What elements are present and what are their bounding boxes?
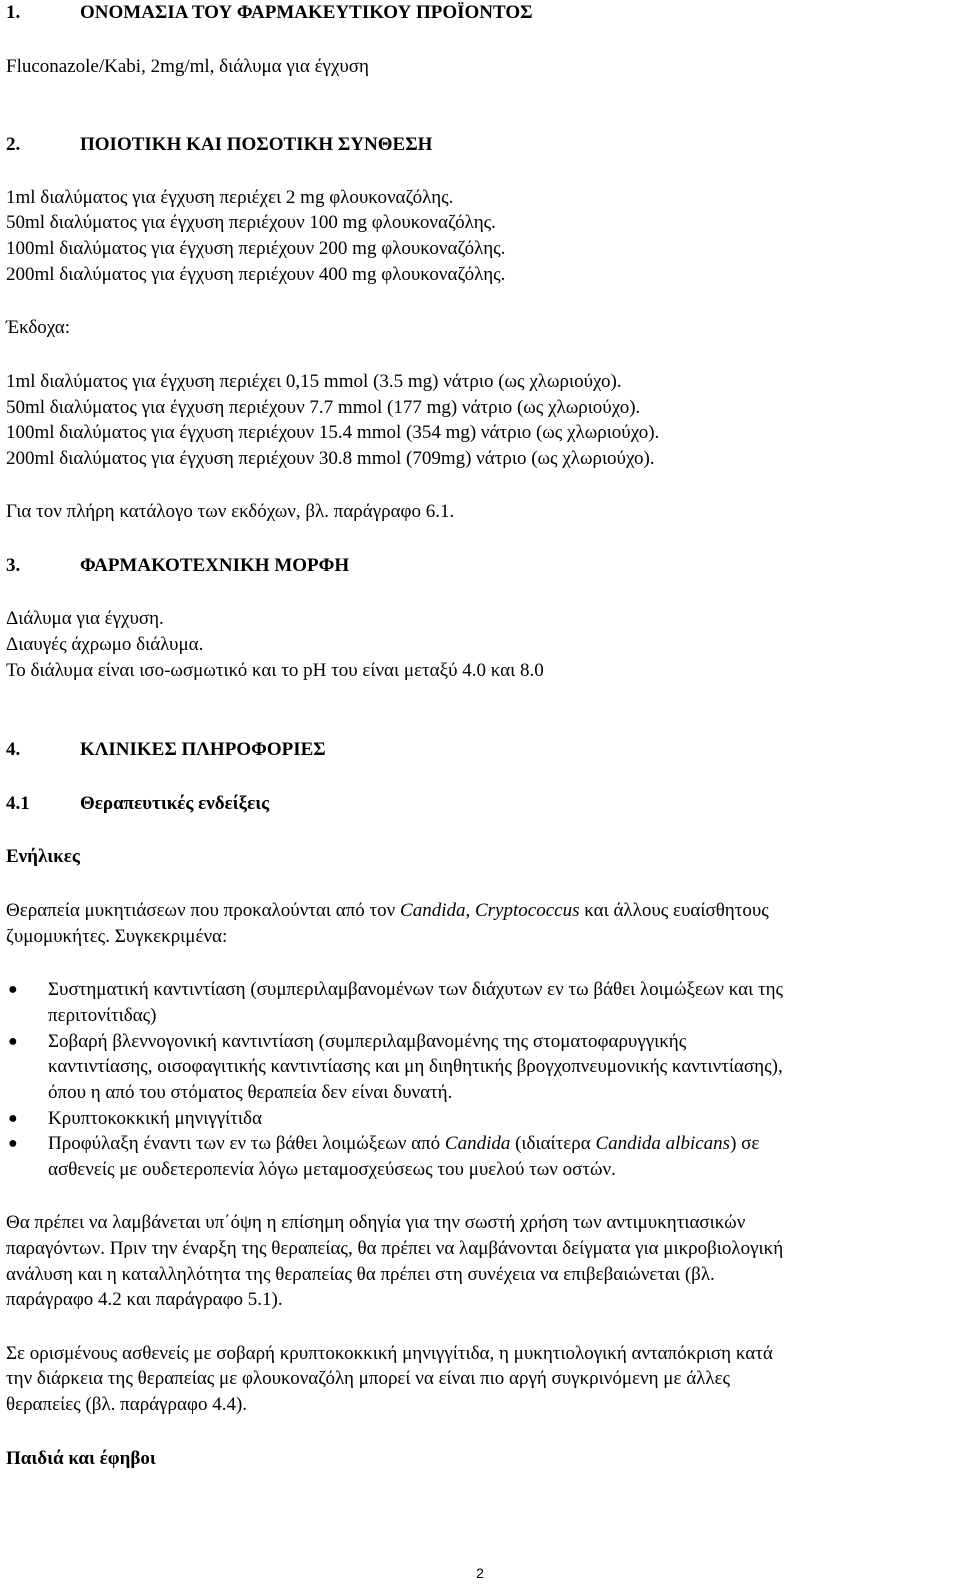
section-4-1-heading: 4.1 Θεραπευτικές ενδείξεις — [6, 793, 270, 814]
guidance-paragraph: ανάλυση και η καταλληλότητα της θεραπείας θα πρέπει στη συνέχεια να επιβεβαιώνεται (βλ. — [6, 1264, 715, 1285]
bullet-icon: ● — [8, 1033, 18, 1050]
composition-line: 1ml διαλύματος για έγχυση περιέχει 2 mg φλουκοναζόλης. — [6, 187, 454, 208]
guidance-paragraph: Θα πρέπει να λαμβάνεται υπ΄όψη η επίσημη οδηγία για την σωστή χρήση των αντιμυκητιασικών — [6, 1212, 746, 1233]
bullet-icon: ● — [8, 1110, 18, 1127]
form-line: Διάλυμα για έγχυση. — [6, 608, 164, 629]
product-name: Fluconazole/Kabi, 2mg/ml, διάλυμα για έγχυση — [6, 56, 369, 77]
indication-item: περιτονίτιδας) — [48, 1005, 157, 1026]
form-line: Το διάλυμα είναι ισο-ωσμωτικό και το pH του είναι μεταξύ 4.0 και 8.0 — [6, 660, 544, 681]
section-1-heading: 1. ΟΝΟΜΑΣΙΑ ΤΟΥ ΦΑΡΜΑΚΕΥΤΙΚΟΥ ΠΡΟΪΟΝΤΟΣ — [6, 2, 533, 23]
indications-intro: ζυμομυκήτες. Συγκεκριμένα: — [6, 926, 228, 947]
response-paragraph: θεραπείες (βλ. παράγραφο 4.4). — [6, 1394, 248, 1415]
children-subheading: Παιδιά και έφηβοι — [6, 1448, 156, 1469]
indication-item: Κρυπτοκοκκική μηνιγγίτιδα — [48, 1108, 262, 1129]
indications-intro: Θεραπεία μυκητιάσεων που προκαλούνται από τον Candida, Cryptococcus και άλλους ευαίσθητους — [6, 900, 769, 921]
excipients-full-list: Για τον πλήρη κατάλογο των εκδόχων, βλ. παράγραφο 6.1. — [6, 501, 455, 522]
bullet-icon: ● — [8, 1135, 18, 1152]
adults-subheading: Ενήλικες — [6, 846, 80, 867]
composition-line: 50ml διαλύματος για έγχυση περιέχουν 100 mg φλουκοναζόλης. — [6, 212, 496, 233]
guidance-paragraph: παράγραφο 4.2 και παράγραφο 5.1). — [6, 1289, 283, 1310]
section-3-heading: 3. ΦΑΡΜΑΚΟΤΕΧΝΙΚΗ ΜΟΡΦΗ — [6, 555, 350, 576]
composition-line: 100ml διαλύματος για έγχυση περιέχουν 200 mg φλουκοναζόλης. — [6, 238, 506, 259]
page-number: 2 — [476, 1565, 484, 1581]
guidance-paragraph: παραγόντων. Πριν την έναρξη της θεραπείας, θα πρέπει να λαμβάνονται δείγματα για μικροβιολογική — [6, 1238, 784, 1259]
composition-line: 200ml διαλύματος για έγχυση περιέχουν 400 mg φλουκοναζόλης. — [6, 264, 506, 285]
section-2-heading: 2. ΠΟΙΟΤΙΚΗ ΚΑΙ ΠΟΣΟΤΙΚΗ ΣΥΝΘΕΣΗ — [6, 134, 433, 155]
excipient-line: 50ml διαλύματος για έγχυση περιέχουν 7.7 mmol (177 mg) νάτριο (ως χλωριούχο). — [6, 397, 641, 418]
response-paragraph: Σε ορισμένους ασθενείς με σοβαρή κρυπτοκοκκική μηνιγγίτιδα, η μυκητιολογική ανταπόκριση κατά — [6, 1343, 773, 1364]
indication-item: Προφύλαξη έναντι των εν τω βάθει λοιμώξεων από Candida (ιδιαίτερα Candida albicans) σε — [48, 1133, 760, 1154]
response-paragraph: την διάρκεια της θεραπείας με φλουκοναζόλη μπορεί να είναι πιο αργή συγκρινόμενη με άλλες — [6, 1368, 731, 1389]
excipient-line: 1ml διαλύματος για έγχυση περιέχει 0,15 mmol (3.5 mg) νάτριο (ως χλωριούχο). — [6, 371, 622, 392]
excipient-line: 100ml διαλύματος για έγχυση περιέχουν 15.4 mmol (354 mg) νάτριο (ως χλωριούχο). — [6, 422, 660, 443]
excipients-label: Έκδοχα: — [6, 317, 71, 338]
indication-item: όπου η από του στόματος θεραπεία δεν είναι δυνατή. — [48, 1082, 453, 1103]
excipient-line: 200ml διαλύματος για έγχυση περιέχουν 30.8 mmol (709mg) νάτριο (ως χλωριούχο). — [6, 448, 655, 469]
indication-item: Συστηματική καντιντίαση (συμπεριλαμβανομένων των διάχυτων εν τω βάθει λοιμώξεων και της — [48, 979, 784, 1000]
indication-item: ασθενείς με ουδετεροπενία λόγω μεταμοσχεύσεως του μυελού των οστών. — [48, 1159, 616, 1180]
form-line: Διαυγές άχρωμο διάλυμα. — [6, 634, 204, 655]
indication-item: Σοβαρή βλεννογονική καντιντίαση (συμπεριλαμβανομένης της στοματοφαρυγγικής — [48, 1031, 687, 1052]
indication-item: καντιντίασης, οισοφαγιτικής καντιντίασης και μη διηθητικής βρογχοπνευμονικής καντιντίασης), — [48, 1056, 783, 1077]
section-4-heading: 4. ΚΛΙΝΙΚΕΣ ΠΛΗΡΟΦΟΡΙΕΣ — [6, 739, 326, 760]
bullet-icon: ● — [8, 981, 18, 998]
